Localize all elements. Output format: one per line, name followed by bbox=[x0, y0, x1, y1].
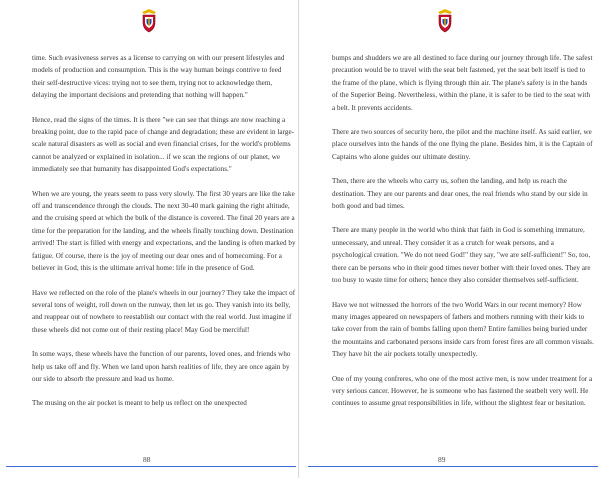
right-page bbox=[300, 0, 600, 478]
paragraph: time. Such evasiveness serves as a license to carrying on with our present lifestyles and models of production and consumption. This is the way human beings contrive to feed their self-destructive vices: trying not to see them, trying not to acknowledge them, delaying the important decisions and pretending that nothing will happen." bbox=[32, 54, 285, 100]
right-page-body bbox=[332, 52, 594, 422]
page-rule bbox=[308, 466, 598, 467]
page-number: 89 bbox=[438, 455, 446, 464]
coat-of-arms-icon bbox=[139, 8, 159, 34]
paragraph: There are two sources of security here, the pilot and the machine itself. As said earlier, we place ourselves into the hands of the one flying the plane. Besides him, it is the Captain of Captains who alone guides our ultimate destiny. bbox=[332, 128, 593, 161]
paragraph: Have we not witnessed the horrors of the two World Wars in our recent memory? How many images appeared on newspapers of fathers and mothers running with their kids to take cover from the rain of bombs falling upon them? Entire families being buried under the mountains and carbonated persons inside cars from forest fires are all common visuals. They have hit the air pockets totally unexpectedly. bbox=[332, 300, 594, 359]
page-number: 88 bbox=[143, 455, 151, 464]
paragraph: Have we reflected on the role of the plane's wheels in our journey? They take the impact of several tons of weight, roll down on the runway, then let us go. They vanish into its belly, and reappear out of nowhere to reestablish our contact with the real world. Just imagine if these wheels did not come out of their resting place! May God be merciful! bbox=[32, 288, 296, 334]
paragraph: bumps and shudders we are all destined to face during our journey through life. The safest precaution would be to travel with the seat belt fastened, yet the seat belt itself is tied to the frame of the plane, which is flying through thin air. The plane's safety is in the hands of the Superior Being. Nevertheless, within the plane, it is safer to be tied to the seat with a belt. It prevents accidents. bbox=[332, 54, 593, 112]
coat-of-arms-icon bbox=[435, 8, 455, 34]
paragraph: Hence, read the signs of the times. It is there "we can see that things are now reaching a breaking point, due to the rapid pace of change and degradation; these are evident in large-scale natural disasters as well as social and even financial crises, for the world's problems cannot be analyzed or explained in isolation... if we scan the regions of our planet, we immediately see that humanity has disappointed God's expectations." bbox=[32, 115, 295, 174]
paragraph: In some ways, these wheels have the function of our parents, loved ones, and friends who help us take off and fly. When we land upon harsh realities of life, they are once again by our side to absorb the pressure and lead us home. bbox=[32, 350, 291, 383]
page-gutter bbox=[298, 0, 299, 478]
paragraph: When we are young, the years seem to pass very slowly. The first 30 years are like the take off and transcendence through the clouds. The next 30-40 mark gaining the right altitude, and the cruising speed at which the bulk of the distance is covered. The final 20 years are a time for the preparation for the landing, and the wheels finally touching down. Destination arrived! The start is filled with energy and expectations, and the landing is often marked by fatigue. Of course, there is the joy of meeting our dear ones and of homecoming. For a believer in God, this is the ultimate arrival home: life in the presence of God. bbox=[32, 189, 296, 273]
paragraph: The musing on the air pocket is meant to help us reflect on the unexpected bbox=[32, 399, 247, 408]
paragraph: There are many people in the world who think that faith in God is something immature, unnecessary, and unreal. They consider it as a crutch for weak persons, and a psychological creation. "We do not need God!" they say, "we are self-sufficient!" So, too, there can be persons who in their good times never bother with their loved ones. They are too busy to waste time for others; hence they also consider themselves self-sufficient. bbox=[332, 226, 591, 285]
page-rule bbox=[6, 466, 296, 467]
left-page-body bbox=[32, 52, 296, 422]
paragraph: Then, there are the wheels who carry us, soften the landing, and help us reach the destination. They are our parents and dear ones, the real friends who stand by our side in both good and bad times. bbox=[332, 177, 588, 211]
paragraph: One of my young confreres, who one of the most active men, is now under treatment for a very serious cancer. However, he is someone who has fastened the seatbelt very well. He continues to assume great responsibilities in life, without the slightest fear or hesitation. bbox=[332, 374, 593, 408]
